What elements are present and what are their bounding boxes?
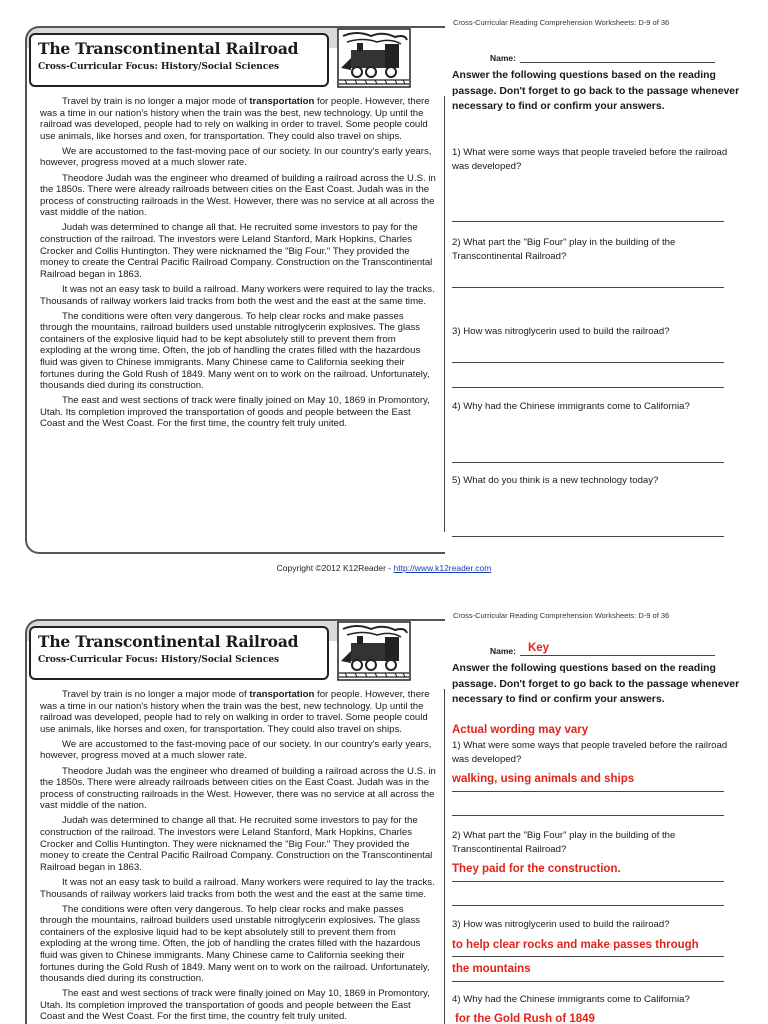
passage-paragraph: The conditions were often very dangerous. To help clear rocks and make passes through the mountains, railroad builders used unstable nitroglycerin explosives. The glass containers of the explosive liquid had to be kept absolutely still to prevent them from exploding at the wrong time. Often, the job of handling the crates filled with the hazardous fluid was given to Chinese immigrants. Many Chinese came to California seeking their fortunes during the Gold Rush of 1849. Many went on to work on the railroad. Unfortunately, thousands died during its construction. (40, 903, 430, 985)
copyright: Copyright ©2012 K12Reader - http://www.k12reader.com (276, 563, 492, 573)
column-divider (444, 689, 445, 1024)
passage-paragraph: We are accustomed to the fast-moving pace of our society. In our country's early years, however, progress moved at a much slower rate. (40, 145, 432, 169)
answer-line[interactable] (452, 536, 724, 537)
question-1: 1) What were some ways that people traveled before the railroad was developed? (452, 740, 728, 765)
passage-paragraph: Theodore Judah was the engineer who dreamed of building a railroad across the U.S. in the 1850s. There were already railroads between cities on the East Coast. Judah was in the process of constructing railroads in the West. However, there was no service at all across the vast middle of the nation. (40, 765, 436, 812)
reading-passage (40, 689, 436, 1024)
answer-2: They paid for the construction. (452, 863, 621, 875)
worksheet-answer-key (0, 593, 768, 1024)
answer-3-line-1: to help clear rocks and make passes through (452, 939, 699, 951)
passage-paragraph: Judah was determined to change all that. He recruited some investors to pay for the construction of the railroad. The investors were Leland Stanford, Mark Hopkins, Charles Crocker and Collis Huntington. They were nicknamed the "Big Four." They provided the money to create the Central Pacific Railroad Company. Construction on the Transcontinental Railroad began in 1863. (40, 815, 433, 873)
worksheet-title: The Transcontinental Railroad (38, 39, 299, 58)
instructions: Answer the following questions based on the reading passage. Don't forget to go back to the passage whenever necessary to find or confirm your answers. (452, 663, 740, 706)
answer-4: for the Gold Rush of 1849 (455, 1013, 595, 1024)
question-5: 5) What do you think is a new technology today? (452, 475, 659, 486)
name-label: Name: (490, 646, 516, 656)
passage-paragraph: Travel by train is no longer a major mode of transportation for people. However, there was a time in our nation's history when the train was the best, new technology. Up until the railroad was developed, people had to rely on walking in order to travel. Some people could use animals, like horses and oxen, for transportation. They could also travel on ships. (40, 689, 430, 735)
passage-paragraph: The east and west sections of track were finally joined on May 10, 1869 in Promontory, Utah. Its completion improved the transportation of goods and people between the East Coast and the West Coast. For the first time, the country felt truly united. (40, 395, 430, 430)
name-input-line[interactable] (520, 52, 715, 63)
answer-3-line-2: the mountains (452, 963, 531, 975)
passage-paragraph: It was not an easy task to build a railroad. Many workers were required to lay the tracks. Thousands of railway workers laid tracks from both the west and the east at the same time. (40, 283, 435, 307)
question-2: 2) What part the "Big Four" play in the building of the Transcontinental Railroad? (452, 237, 676, 262)
name-field (490, 52, 715, 63)
train-illustration-icon (337, 28, 411, 88)
k12reader-link[interactable]: http://www.k12reader.com (393, 563, 492, 573)
worksheet-header: Cross-Curricular Reading Comprehension Worksheets: D-9 of 36 (453, 611, 670, 620)
name-value: Key (527, 642, 550, 654)
name-label: Name: (490, 53, 516, 63)
answer-line[interactable] (452, 221, 724, 222)
passage-paragraph: Travel by train is no longer a major mode of transportation for people. However, there was a time in our nation's history when the train was the best, new technology. Up until the railroad was developed, people had to rely on walking in order to travel. Some people could use animals, like horses and oxen, for transportation. They could also travel on ships. (40, 96, 430, 142)
answer-line[interactable] (452, 881, 724, 882)
passage-paragraph: Theodore Judah was the engineer who dreamed of building a railroad across the U.S. in the 1850s. There were already railroads between cities on the East Coast. Judah was in the process of constructing railroads in the West. However, there was no service at all across the vast middle of the nation. (40, 172, 436, 219)
answer-line[interactable] (452, 905, 724, 906)
worksheet-header: Cross-Curricular Reading Comprehension Worksheets: D-9 of 36 (453, 18, 670, 27)
worksheet-subtitle: Cross-Curricular Focus: History/Social Sciences (38, 655, 280, 665)
question-3: 3) How was nitroglycerin used to build the railroad? (452, 326, 670, 337)
answer-line[interactable] (452, 815, 724, 816)
answer-1: walking, using animals and ships (452, 773, 635, 785)
answer-line[interactable] (452, 956, 724, 957)
name-field (490, 642, 715, 656)
question-1: 1) What were some ways that people traveled before the railroad was developed? (452, 147, 728, 172)
worksheet-title: The Transcontinental Railroad (38, 632, 299, 651)
question-3: 3) How was nitroglycerin used to build the railroad? (452, 919, 670, 930)
instructions: Answer the following questions based on the reading passage. Don't forget to go back to the passage whenever necessary to find or confirm your answers. (452, 70, 740, 113)
passage-paragraph: Judah was determined to change all that. He recruited some investors to pay for the construction of the railroad. The investors were Leland Stanford, Mark Hopkins, Charles Crocker and Collis Huntington. They were nicknamed the "Big Four." They provided the money to create the Central Pacific Railroad Company. Construction on the Transcontinental Railroad began in 1863. (40, 222, 433, 280)
answer-line[interactable] (452, 287, 724, 288)
title-box (29, 33, 329, 87)
title-box (29, 626, 329, 680)
question-2: 2) What part the "Big Four" play in the building of the Transcontinental Railroad? (452, 830, 676, 855)
answer-line[interactable] (452, 981, 724, 982)
question-4: 4) Why had the Chinese immigrants come to California? (452, 401, 690, 412)
worksheet-subtitle: Cross-Curricular Focus: History/Social Sciences (38, 62, 280, 72)
answer-line[interactable] (452, 791, 724, 792)
passage-paragraph: The conditions were often very dangerous. To help clear rocks and make passes through the mountains, railroad builders used unstable nitroglycerin explosives. The glass containers of the explosive liquid had to be kept absolutely still to prevent them from exploding at the wrong time. Often, the job of handling the crates filled with the hazardous fluid was given to Chinese immigrants. Many Chinese came to California seeking their fortunes during the Gold Rush of 1849. Many went on to work on the railroad. Unfortunately, thousands died during its construction. (40, 310, 430, 392)
passage-paragraph: It was not an easy task to build a railroad. Many workers were required to lay the tracks. Thousands of railway workers laid tracks from both the west and the east at the same time. (40, 876, 435, 900)
passage-paragraph: The east and west sections of track were finally joined on May 10, 1869 in Promontory, Utah. Its completion improved the transportation of goods and people between the East Coast and the West Coast. For the first time, the country felt truly united. (40, 988, 430, 1023)
column-divider (444, 96, 445, 532)
passage-paragraph: We are accustomed to the fast-moving pace of our society. In our country's early years, however, progress moved at a much slower rate. (40, 738, 432, 762)
question-4: 4) Why had the Chinese immigrants come to California? (452, 994, 690, 1005)
train-illustration-icon (337, 621, 411, 681)
answer-line[interactable] (452, 462, 724, 463)
answer-line[interactable] (452, 362, 724, 363)
reading-passage (40, 96, 436, 434)
answer-line[interactable] (452, 387, 724, 388)
name-input-line[interactable] (520, 642, 715, 656)
answer-key-note: Actual wording may vary (452, 724, 589, 736)
